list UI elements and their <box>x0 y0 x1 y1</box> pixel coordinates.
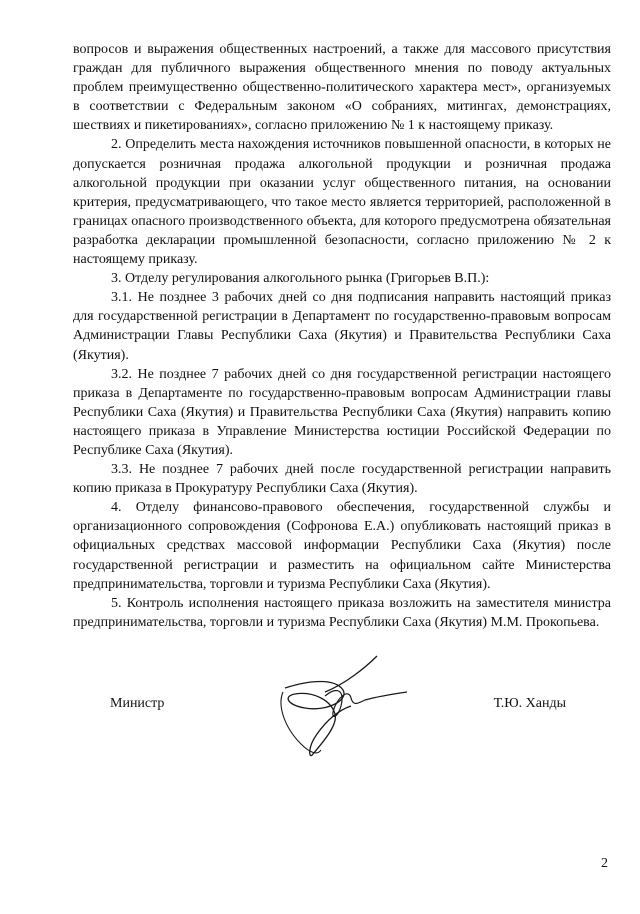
page-number: 2 <box>601 856 608 871</box>
paragraph-item-3: 3. Отделу регулирования алкогольного рынка (Григорьев В.П.): <box>111 271 490 287</box>
paragraph-continuation: вопросов и выражения общественных настроений, а также для массового присутствия граждан для публичного выражения общественного мнения по поводу актуальных проблем преимущественно общественно-политического характера мест», организуемых в соответствии с Федеральным законом «О собраниях, митингах, демонстрациях, шествиях и пикетированиях», согласно приложению № 1 к настоящему приказу. <box>73 42 611 134</box>
signatory-title: Министр <box>110 696 165 711</box>
document-body <box>73 40 611 632</box>
paragraph-item-3-1: 3.1. Не позднее 3 рабочих дней со дня подписания направить настоящий приказ для государственной регистрации в Департамент по государственно-правовым вопросам Администрации Главы Республики Саха (Якутия) и Правительства Республики Саха (Якутия). <box>73 290 611 363</box>
paragraph-item-2: 2. Определить места нахождения источников повышенной опасности, в которых не допускается розничная продажа алкогольной продукции и розничная продажа алкогольной продукции при оказании услуг общественного питания, на основании критерия, предусматривающего, что такое место является территорией, расположенной в границах опасного производственного объекта, для которого предусмотрена обязательная разработка декларации промышленной безопасности, согласно приложению № 2 к настоящему приказу. <box>73 137 611 268</box>
signature-block <box>73 696 611 720</box>
signatory-name: Т.Ю. Ханды <box>493 696 566 711</box>
paragraph-item-3-2: 3.2. Не позднее 7 рабочих дней со дня государственной регистрации настоящего приказа в Департаменте по государственно-правовым вопросам Администрации главы Республики Саха (Якутия) и Правительства Республики Саха (Якутия) направить копию настоящего приказа в Управление Министерства юстиции Российской Федерации по Республике Саха (Якутия). <box>73 366 611 458</box>
paragraph-item-5: 5. Контроль исполнения настоящего приказа возложить на заместителя министра предпринимательства, торговли и туризма Республики Саха (Якутия) М.М. Прокопьева. <box>73 595 611 630</box>
paragraph-item-3-3: 3.3. Не позднее 7 рабочих дней после государственной регистрации направить копию приказа в Прокуратуру Республики Саха (Якутия). <box>73 462 611 497</box>
paragraph-item-4: 4. Отделу финансово-правового обеспечения, государственной службы и организационного сопровождения (Софронова Е.А.) опубликовать настоящий приказ в официальных средствах массовой информации Республики Саха (Якутия) после государственной регистрации и разместить на официальном сайте Министерства предпринимательства, торговли и туризма Республики Саха (Якутия). <box>73 500 611 592</box>
